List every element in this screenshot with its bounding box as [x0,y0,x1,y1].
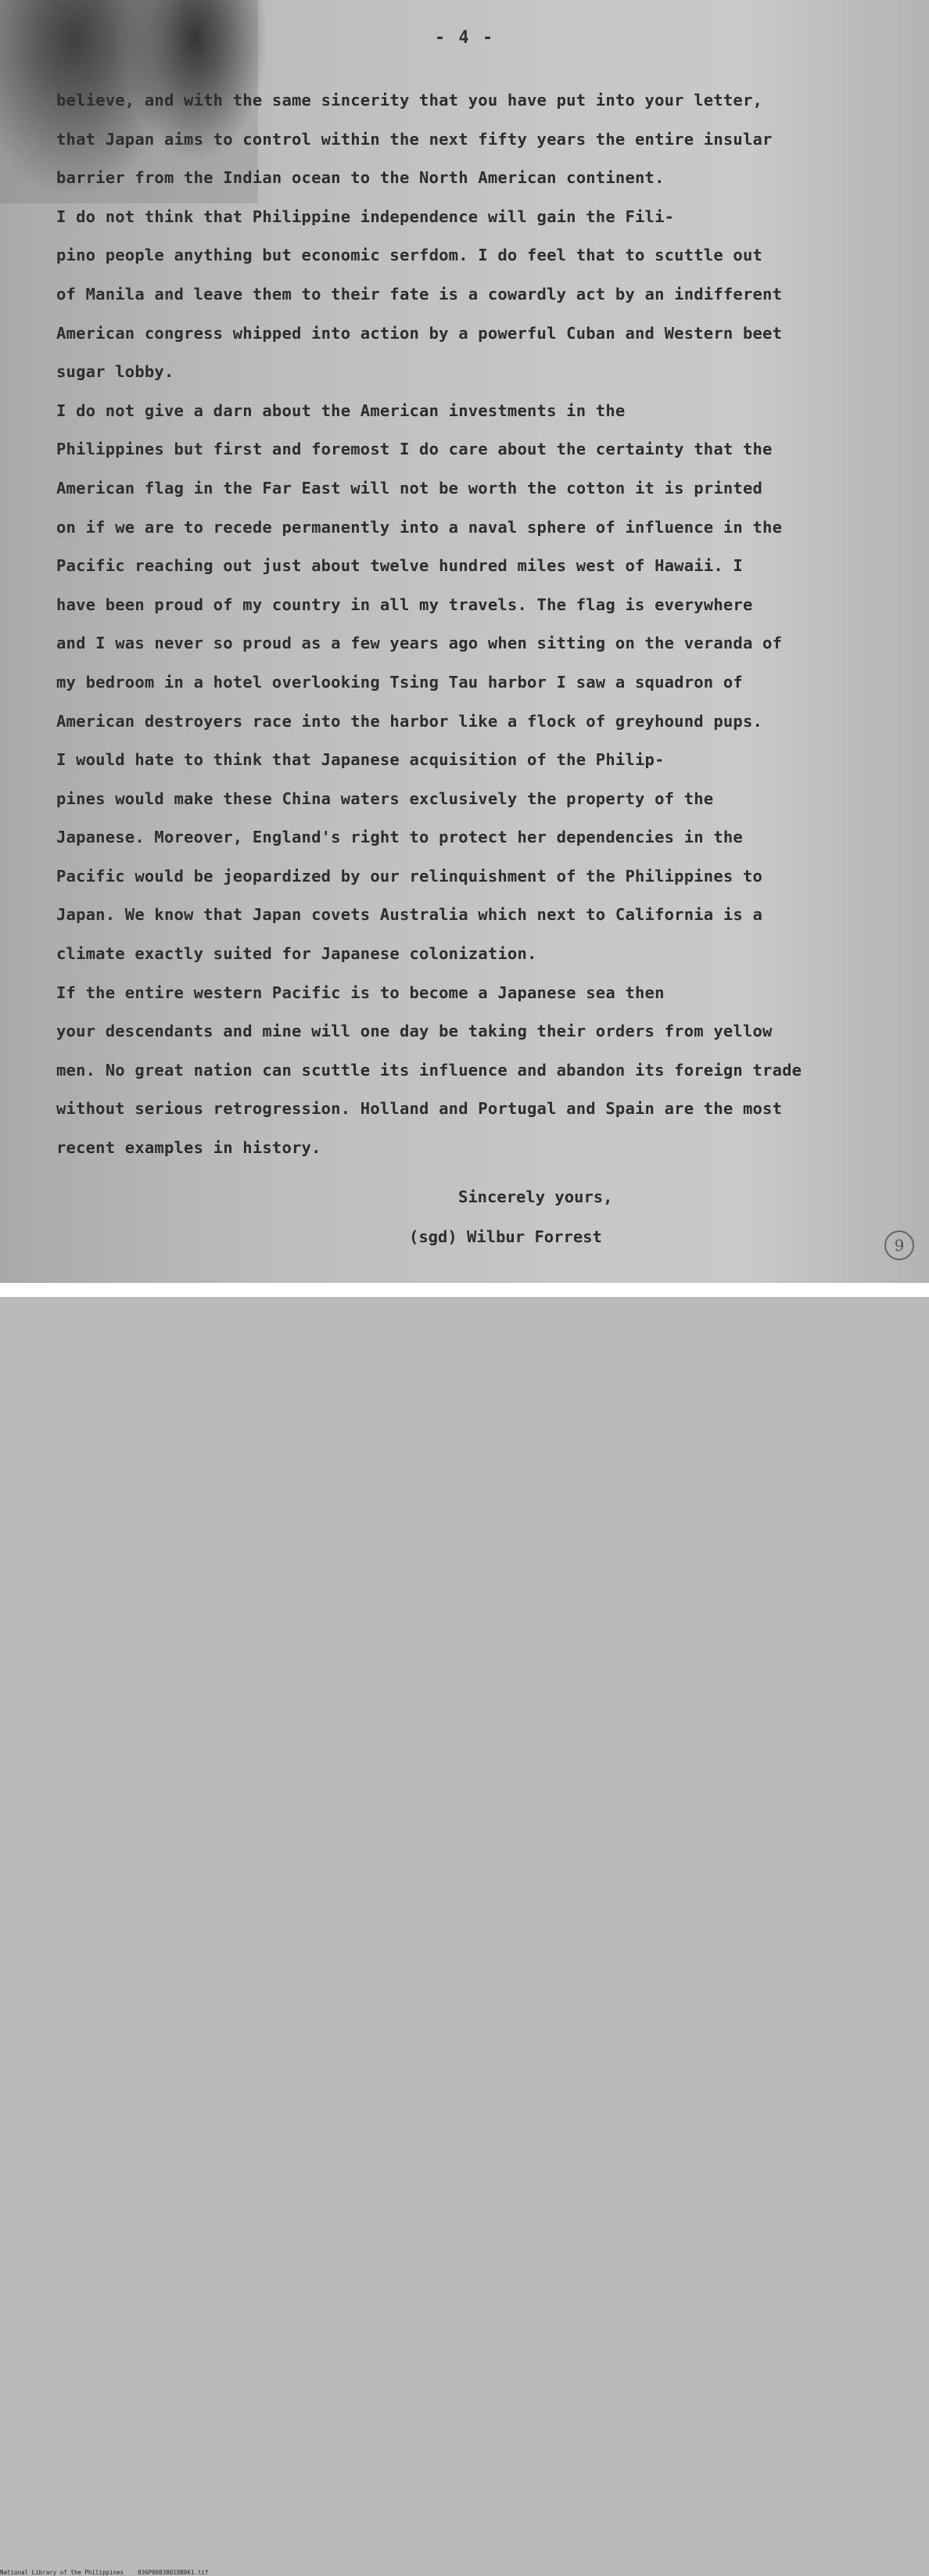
paragraph-5: If the entire western Pacific is to become a Japanese sea then your descendants and mine will one day be taking their orders from yellow men. No great nation can scuttle its influence and abandon its foreign trade without serious retrogression. Holland and Portugal and Spain are the most recent examples in history. [56,983,802,1158]
page-number: - 4 - [434,28,495,48]
footer-caption [0,2569,208,2576]
paragraph-4: I would hate to think that Japanese acquisition of the Philip- pines would make these China waters exclusively the property of the Japanese. Moreover, England's right to protect her dependencies in the Pacific would be jeopardized by our relinquishment of the Philippines to Japan. We know that Japan covets Australia which next to California is a climate exactly suited for Japanese colonization. [56,750,763,964]
paragraph-2: I do not think that Philippine independence will gain the Fili- pino people anything but economic serfdom. I do feel that to scuttle out of Manila and leave them to their fate is a cowardly act by an indifferent American congress whipped into action by a powerful Cuban and Western beet sugar lobby. [56,207,783,382]
scanned-page [0,0,929,1283]
circled-page-mark: 9 [884,1231,914,1260]
paragraph-3: I do not give a darn about the American investments in the Philippines but first and foremost I do care about the certainty that the American flag in the Far East will not be worth the cotton it is printed on if we are to recede permanently into a naval sphere of influence in the Pacific reaching out just about twelve hundred miles west of Hawaii. I have been proud of my country in all my travels. The flag is everywhere and I was never so proud as a few years ago when sitting on the veranda of my bedroom in a hotel overlooking Tsing Tau harbor I saw a squadron of American destroyers race into the harbor like a flock of greyhound pups. [56,401,783,731]
footer-strip [0,1283,929,2576]
signature: (sgd) Wilbur Forrest [409,1227,602,1246]
footer-file-id: 036P00038018B061.tif [138,2569,209,2576]
footer-source: National Library of the Philippines [0,2569,124,2576]
paragraph-1: believe, and with the same sincerity that you have put into your letter, that Japan aims to control within the next fifty years the entire insular barrier from the Indian ocean to the North American continent. [56,91,773,188]
closing: Sincerely yours, [458,1187,613,1206]
letter-body [56,81,838,1168]
